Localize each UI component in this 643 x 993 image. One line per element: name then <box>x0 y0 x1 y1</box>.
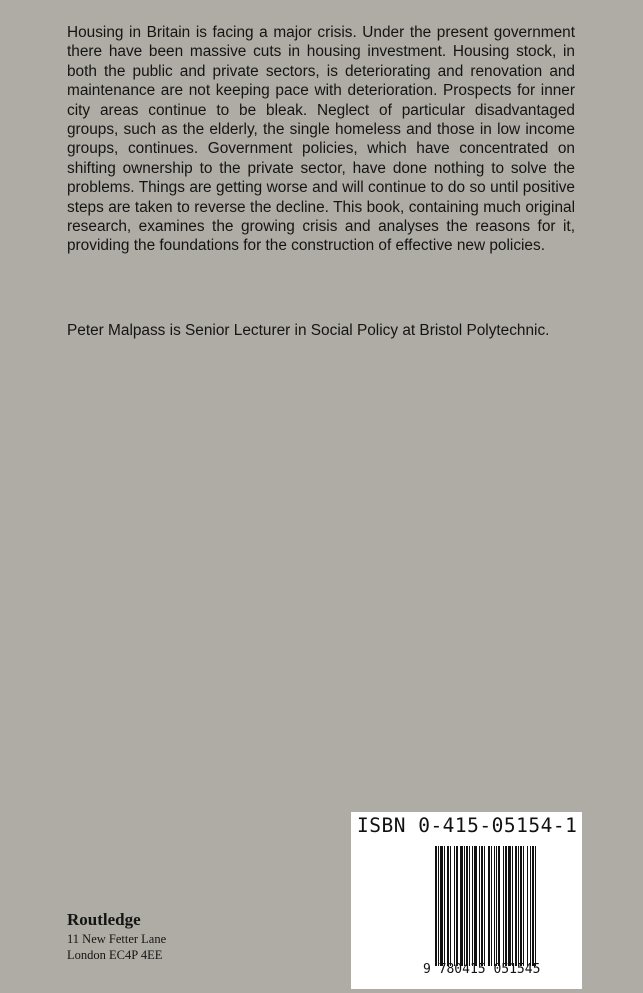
barcode-icon <box>435 846 571 966</box>
publisher-block <box>67 909 166 963</box>
isbn-label: ISBN 0-415-05154-1 <box>357 814 578 837</box>
back-cover-description: Housing in Britain is facing a major crisis. Under the present government there have been massive cuts in housing investment. Housing stock, in both the public and private sectors, is deteriorating and renovation and maintenance are not keeping pace with deterioration. Prospects for inner city areas continue to be bleak. Neglect of particular disadvantaged groups, such as the elderly, the single homeless and those in low income groups, continues. Government policies, which have concentrated on shifting ownership to the private sector, have done nothing to solve the problems. Things are getting worse and will continue to do so until positive steps are taken to reverse the decline. This book, containing much original research, examines the growing crisis and analyses the reasons for it, providing the foundations for the construction of effective new policies. <box>67 24 575 255</box>
author-bio: Peter Malpass is Senior Lecturer in Social Policy at Bristol Polytechnic. <box>67 322 550 339</box>
publisher-address-line1: 11 New Fetter Lane <box>67 932 167 946</box>
publisher-name: Routledge <box>67 910 141 929</box>
barcode-panel <box>351 812 582 989</box>
publisher-address-line2: London EC4P 4EE <box>67 948 163 962</box>
barcode-digits: 9 780415 051545 <box>423 962 541 977</box>
